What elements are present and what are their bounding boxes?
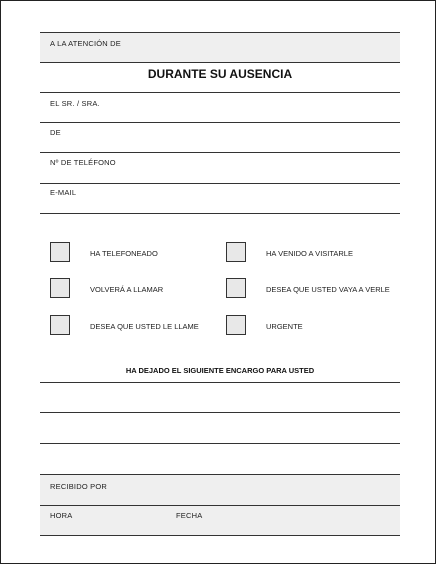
will-call-label: VOLVERÁ A LLAMAR [90,285,164,294]
divider [40,32,400,33]
call-back-label: DESEA QUE USTED LE LLAME [90,322,199,331]
divider [40,474,400,475]
phone-field-label: Nº DE TELÉFONO [50,158,116,167]
name-field-label: EL SR. / SRA. [50,99,100,108]
form-title: DURANTE SU AUSENCIA [147,67,293,81]
divider [40,62,400,63]
from-field-line[interactable] [40,152,400,153]
message-heading: HA DEJADO EL SIGUIENTE ENCARGO PARA USTED [125,366,315,375]
email-field-label: E-MAIL [50,188,77,197]
urgent-label: URGENTE [266,322,303,331]
called-label: HA TELEFONEADO [90,249,158,258]
phone-field-line[interactable] [40,183,400,184]
message-line-1[interactable] [40,382,400,383]
will-call-checkbox[interactable] [50,278,70,298]
attention-label: A LA ATENCIÓN DE [50,39,122,48]
called-checkbox[interactable] [50,242,70,262]
time-label: HORA [50,511,73,520]
email-field-line[interactable] [40,213,400,214]
message-line-3[interactable] [40,443,400,444]
from-field-label: DE [50,128,61,137]
date-label: FECHA [176,511,203,520]
wants-visit-label: DESEA QUE USTED VAYA A VERLE [266,285,390,294]
call-back-checkbox[interactable] [50,315,70,335]
received-by-label: RECIBIDO POR [50,482,107,491]
received-by-line[interactable] [40,505,400,506]
visited-checkbox[interactable] [226,242,246,262]
visited-label: HA VENIDO A VISITARLE [266,249,353,258]
urgent-checkbox[interactable] [226,315,246,335]
wants-visit-checkbox[interactable] [226,278,246,298]
divider [40,92,400,93]
message-line-2[interactable] [40,412,400,413]
time-date-line[interactable] [40,535,400,536]
name-field-line[interactable] [40,122,400,123]
